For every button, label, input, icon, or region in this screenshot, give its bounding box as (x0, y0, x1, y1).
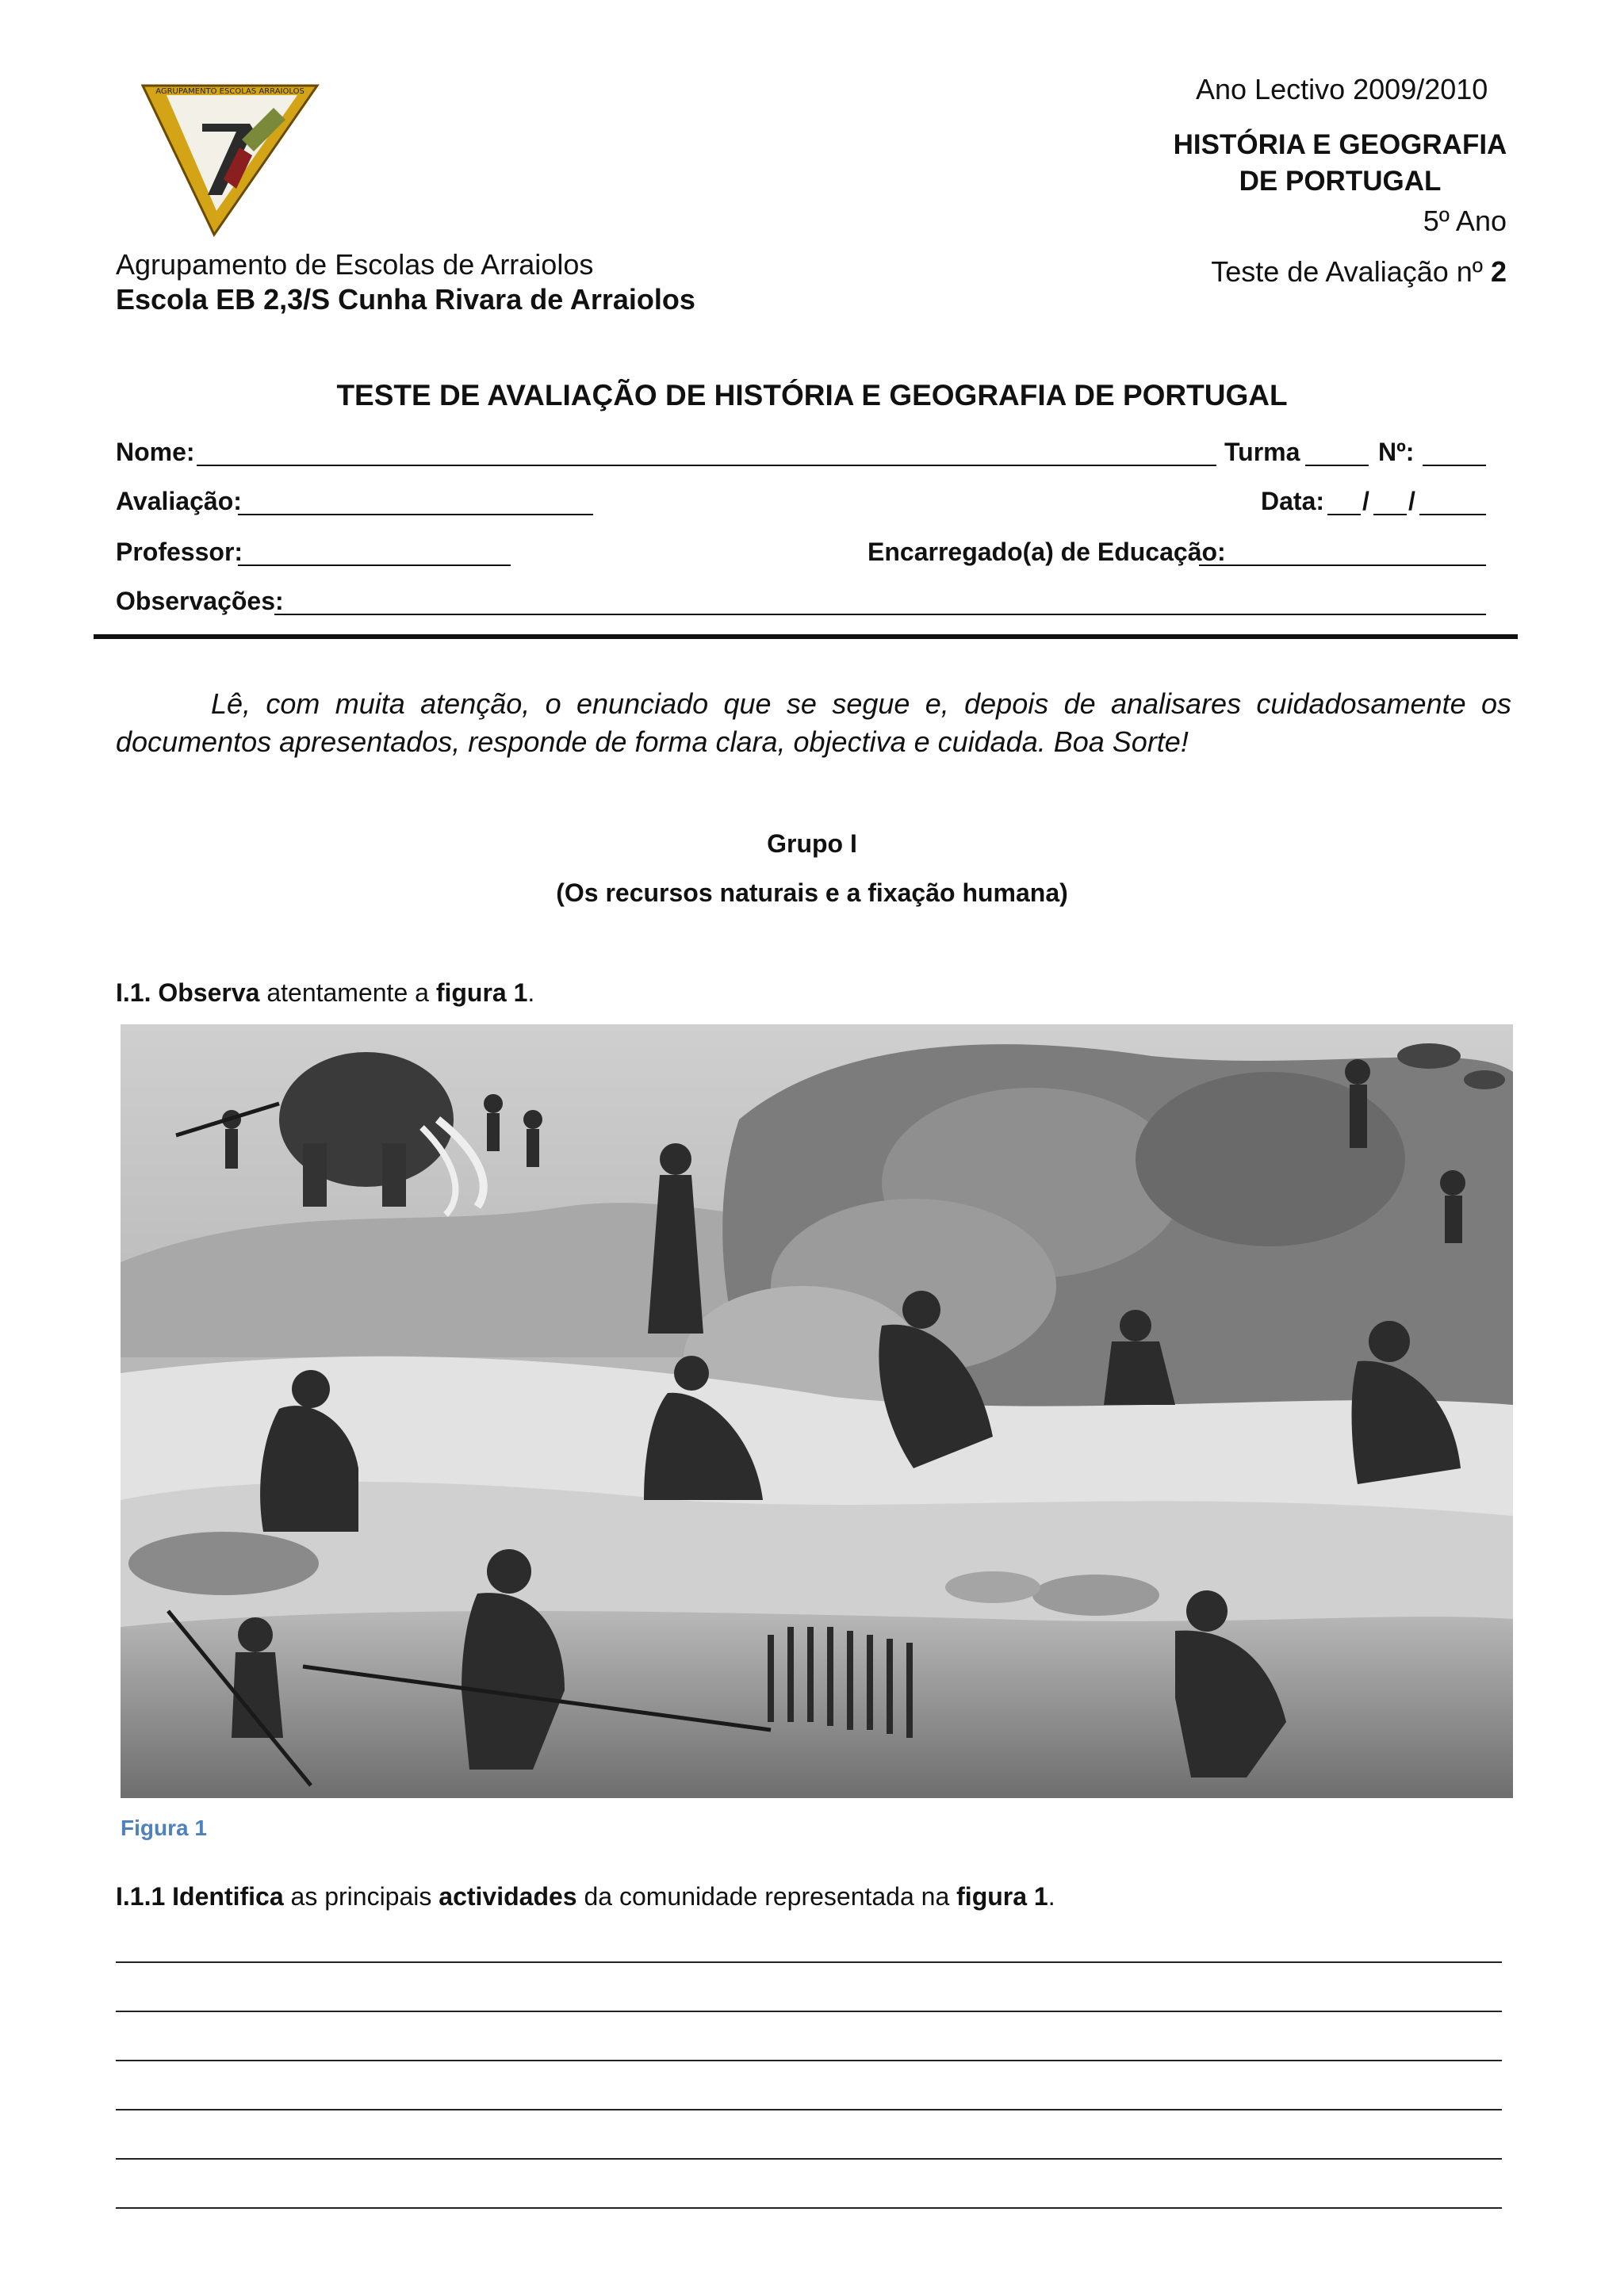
answer-line[interactable] (116, 2011, 1502, 2012)
number-field[interactable] (1423, 438, 1486, 466)
date-label: Data: (1261, 487, 1325, 515)
date-separator-2: / (1408, 487, 1415, 515)
question-1-text: atentamente a (266, 978, 429, 1007)
question-1-ref: figura 1 (435, 978, 528, 1007)
guardian-field[interactable] (1199, 538, 1486, 566)
logo-text: AGRUPAMENTO ESCOLAS ARRAIOLOS (155, 87, 304, 96)
school-name: Escola EB 2,3/S Cunha Rivara de Arraiolos (116, 283, 695, 316)
grade-label: Avaliação: (116, 487, 242, 515)
date-month-field[interactable] (1373, 487, 1407, 515)
subject-line-1: HISTÓRIA E GEOGRAFIA (1173, 129, 1507, 160)
question-1 (116, 978, 534, 1008)
group-subtitle: (Os recursos naturais e a fixação humana) (556, 878, 1068, 907)
name-label: Nome: (116, 438, 195, 466)
subject-line-2: DE PORTUGAL (1239, 166, 1442, 197)
test-number: 2 (1490, 255, 1507, 288)
prehistoric-community-illustration (121, 1024, 1513, 1798)
answer-line[interactable] (116, 2207, 1502, 2209)
header-divider (94, 634, 1518, 639)
question-1-1 (116, 1882, 1055, 1911)
question-1-end: . (527, 978, 535, 1007)
grade-row (116, 487, 1488, 519)
school-group: Agrupamento de Escolas de Arraiolos (116, 248, 594, 281)
date-day-field[interactable] (1327, 487, 1361, 515)
answer-line[interactable] (116, 2158, 1502, 2160)
question-1-1-keyword: actividades (439, 1882, 577, 1911)
question-1-1-text-1: as principais (290, 1882, 432, 1911)
name-field[interactable] (197, 438, 1216, 466)
answer-line[interactable] (116, 2109, 1502, 2110)
answer-line[interactable] (116, 1961, 1502, 1963)
question-1-1-verb: Identifica (172, 1882, 284, 1911)
date-separator-1: / (1362, 487, 1369, 515)
teacher-label: Professor: (116, 538, 243, 566)
question-1-verb: Observa (158, 978, 260, 1007)
question-1-1-end: . (1048, 1882, 1055, 1911)
subject-title (1158, 127, 1522, 200)
question-1-1-number: I.1.1 (116, 1882, 166, 1911)
class-field[interactable] (1305, 438, 1369, 466)
school-logo (135, 76, 325, 243)
test-number-line (1211, 255, 1507, 289)
group-title: Grupo I (767, 829, 857, 858)
date-year-field[interactable] (1419, 487, 1486, 515)
notes-row (116, 587, 1488, 618)
instructions: Lê, com muita atenção, o enunciado que se segue e, depois de analisares cuidadosamente os documentos apresentados, responde de forma clara, objectiva e cuidada. Boa Sorte! (116, 687, 1511, 758)
question-1-1-ref: figura 1 (956, 1882, 1048, 1911)
guardian-label: Encarregado(a) de Educação: (868, 538, 1226, 566)
notes-field[interactable] (274, 587, 1486, 615)
grade-level: 5º Ano (1423, 205, 1507, 237)
test-label: Teste de Avaliação nº (1211, 255, 1483, 288)
notes-label: Observações: (116, 587, 284, 615)
number-label: Nº: (1378, 438, 1415, 466)
teacher-row (116, 538, 1488, 569)
name-row (116, 438, 1488, 469)
grade-field[interactable] (238, 487, 593, 515)
teacher-field[interactable] (238, 538, 511, 566)
question-1-number: I.1. (116, 978, 151, 1007)
answer-line[interactable] (116, 2060, 1502, 2061)
question-1-1-text-2: da comunidade representada na (584, 1882, 950, 1911)
figure-caption: Figura 1 (121, 1816, 207, 1840)
class-label: Turma (1224, 438, 1300, 466)
page-title: TESTE DE AVALIAÇÃO DE HISTÓRIA E GEOGRAFIA DE PORTUGAL (336, 379, 1288, 411)
school-year: Ano Lectivo 2009/2010 (1196, 73, 1488, 105)
